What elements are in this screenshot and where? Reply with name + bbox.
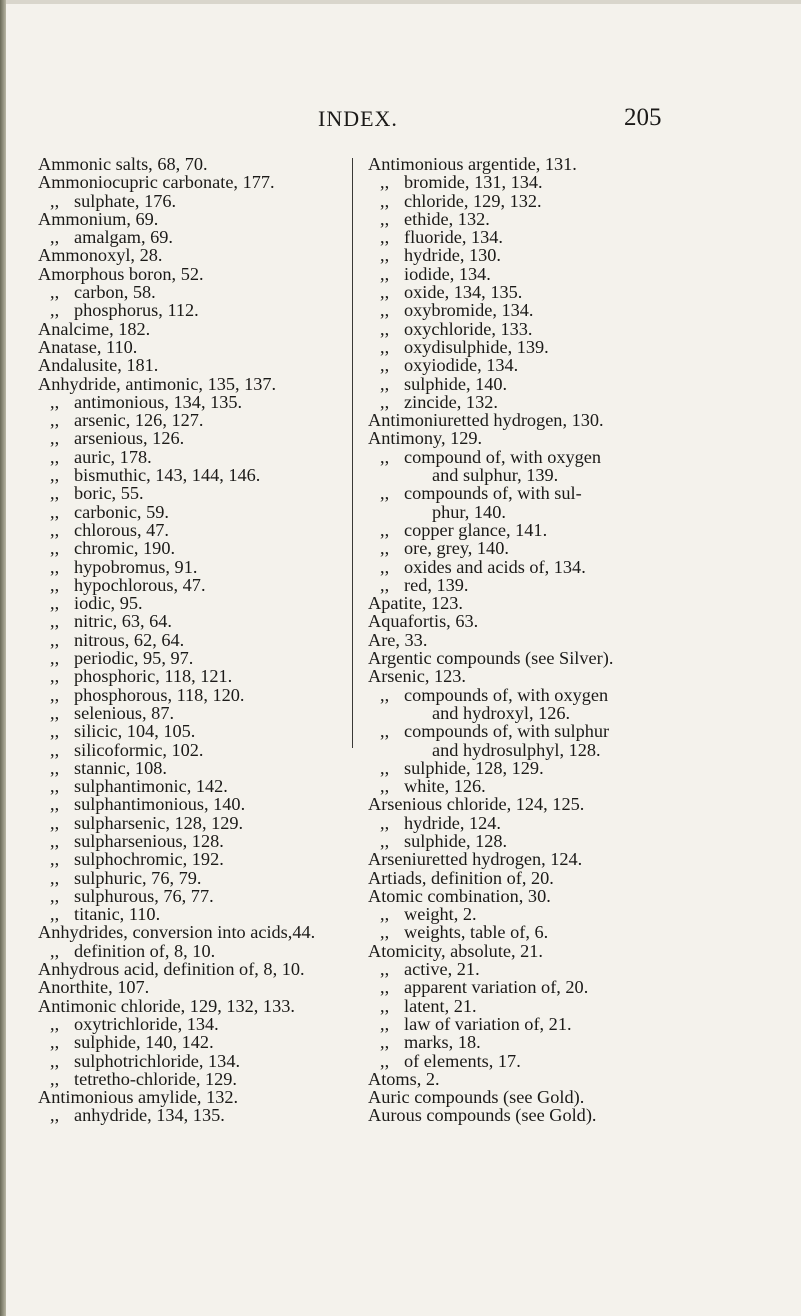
- index-subentry: [368, 320, 748, 338]
- index-entry-text: definition of, 8, 10.: [74, 940, 216, 961]
- ditto-mark: ,,: [50, 721, 60, 742]
- page-binding-edge: [0, 0, 6, 1316]
- index-subentry: [38, 484, 353, 502]
- index-subentry: [368, 192, 748, 210]
- ditto-mark: ,,: [380, 1013, 390, 1034]
- ditto-mark: ,,: [50, 519, 60, 540]
- index-entry-text: Arseniuretted hydrogen, 124.: [368, 849, 583, 870]
- ditto-mark: ,,: [50, 538, 60, 559]
- index-entry-text: phosphorous, 118, 120.: [74, 684, 245, 705]
- index-subentry: [38, 686, 353, 704]
- index-entry-text: Ammoniocupric carbonate, 177.: [38, 172, 275, 193]
- index-entry: [368, 411, 748, 429]
- index-subentry: [368, 338, 748, 356]
- index-subentry: [38, 1015, 353, 1033]
- ditto-mark: ,,: [50, 465, 60, 486]
- index-subentry: [368, 521, 748, 539]
- index-subentry: [368, 978, 748, 996]
- ditto-mark: ,,: [380, 245, 390, 266]
- index-subentry: [368, 393, 748, 411]
- index-subentry: [38, 393, 353, 411]
- index-entry-text: weight, 2.: [404, 904, 477, 925]
- index-entry-text: iodic, 95.: [74, 593, 143, 614]
- index-entry-text: white, 126.: [404, 776, 486, 797]
- index-entry-text: and hydrosulphyl, 128.: [432, 739, 601, 760]
- index-subentry: [38, 667, 353, 685]
- index-subentry: [38, 1070, 353, 1088]
- ditto-mark: ,,: [50, 428, 60, 449]
- index-subentry: [368, 484, 748, 502]
- ditto-mark: ,,: [50, 812, 60, 833]
- index-entry-text: Antimonious amylide, 132.: [38, 1087, 239, 1108]
- index-subentry: [38, 466, 353, 484]
- ditto-mark: ,,: [380, 776, 390, 797]
- index-continuation: [368, 741, 748, 759]
- index-subentry: [38, 905, 353, 923]
- ditto-mark: ,,: [50, 593, 60, 614]
- index-subentry: [38, 741, 353, 759]
- index-entry-text: sulphide, 140.: [404, 373, 508, 394]
- index-subentry: [368, 246, 748, 264]
- index-entry-text: hypobromus, 91.: [74, 556, 198, 577]
- ditto-mark: ,,: [380, 1050, 390, 1071]
- ditto-mark: ,,: [380, 208, 390, 229]
- index-entry-text: chloride, 129, 132.: [404, 190, 542, 211]
- index-entry-text: Are, 33.: [368, 629, 428, 650]
- index-subentry: [368, 686, 748, 704]
- index-entry: [368, 1106, 748, 1124]
- index-subentry: [38, 411, 353, 429]
- ditto-mark: ,,: [380, 227, 390, 248]
- index-entry-text: fluoride, 134.: [404, 227, 504, 248]
- index-subentry: [368, 356, 748, 374]
- ditto-mark: ,,: [50, 757, 60, 778]
- ditto-mark: ,,: [50, 702, 60, 723]
- index-subentry: [368, 539, 748, 557]
- index-entry-text: sulphochromic, 192.: [74, 849, 224, 870]
- index-entry: [38, 338, 353, 356]
- index-entry-text: and sulphur, 139.: [432, 465, 559, 486]
- index-entry-text: sulphurous, 76, 77.: [74, 885, 214, 906]
- index-entry-text: silicic, 104, 105.: [74, 721, 196, 742]
- index-entry: [368, 869, 748, 887]
- ditto-mark: ,,: [50, 629, 60, 650]
- index-entry-text: Antimonic chloride, 129, 132, 133.: [38, 995, 295, 1016]
- index-entry-text: chromic, 190.: [74, 538, 176, 559]
- index-entry-text: carbon, 58.: [74, 282, 156, 303]
- index-entry-text: amalgam, 69.: [74, 227, 173, 248]
- index-entry-text: hydride, 130.: [404, 245, 501, 266]
- index-entry: [368, 649, 748, 667]
- index-subentry: [38, 887, 353, 905]
- ditto-mark: ,,: [380, 757, 390, 778]
- index-subentry: [368, 997, 748, 1015]
- index-entry-text: Arsenic, 123.: [368, 666, 466, 687]
- index-entry-text: compound of, with oxygen: [404, 446, 602, 467]
- index-entry: [368, 155, 748, 173]
- index-entry-text: ethide, 132.: [404, 208, 490, 229]
- ditto-mark: ,,: [50, 227, 60, 248]
- index-subentry: [38, 850, 353, 868]
- index-entry-text: oxytrichloride, 134.: [74, 1013, 219, 1034]
- index-subentry: [38, 283, 353, 301]
- ditto-mark: ,,: [50, 446, 60, 467]
- index-entry-text: Anhydride, antimonic, 135, 137.: [38, 373, 277, 394]
- index-entry-text: hydride, 124.: [404, 812, 501, 833]
- ditto-mark: ,,: [380, 300, 390, 321]
- index-subentry: [38, 576, 353, 594]
- index-entry-text: latent, 21.: [404, 995, 477, 1016]
- index-entry: [368, 887, 748, 905]
- index-subentry: [38, 1052, 353, 1070]
- index-subentry: [38, 649, 353, 667]
- index-entry: [368, 850, 748, 868]
- ditto-mark: ,,: [380, 904, 390, 925]
- ditto-mark: ,,: [380, 446, 390, 467]
- index-entry-text: Apatite, 123.: [368, 593, 463, 614]
- index-continuation: [368, 466, 748, 484]
- ditto-mark: ,,: [50, 904, 60, 925]
- index-subentry: [368, 905, 748, 923]
- index-entry-text: Antimony, 129.: [368, 428, 483, 449]
- ditto-mark: ,,: [380, 172, 390, 193]
- index-entry-text: compounds of, with oxygen: [404, 684, 609, 705]
- index-entry-text: hypochlorous, 47.: [74, 574, 206, 595]
- index-entry-text: phur, 140.: [432, 501, 506, 522]
- ditto-mark: ,,: [50, 300, 60, 321]
- index-subentry: [368, 265, 748, 283]
- index-entry-text: Analcime, 182.: [38, 318, 151, 339]
- index-continuation: [368, 704, 748, 722]
- index-entry-text: oxide, 134, 135.: [404, 282, 523, 303]
- index-entry-text: sulpharsenic, 128, 129.: [74, 812, 244, 833]
- index-subentry: [38, 594, 353, 612]
- index-entry-text: oxides and acids of, 134.: [404, 556, 586, 577]
- ditto-mark: ,,: [50, 574, 60, 595]
- index-entry-text: Antimoniuretted hydrogen, 130.: [368, 410, 604, 431]
- index-entry-text: chlorous, 47.: [74, 519, 169, 540]
- index-subentry: [38, 722, 353, 740]
- ditto-mark: ,,: [50, 1105, 60, 1126]
- index-entry: [368, 594, 748, 612]
- index-subentry: [368, 960, 748, 978]
- ditto-mark: ,,: [380, 263, 390, 284]
- ditto-mark: ,,: [380, 959, 390, 980]
- column-divider: [352, 158, 353, 748]
- index-entry-text: red, 139.: [404, 574, 469, 595]
- ditto-mark: ,,: [50, 867, 60, 888]
- page-top-edge: [0, 0, 801, 4]
- index-entry: [38, 155, 353, 173]
- page-header: [0, 100, 801, 140]
- index-entry-text: Atomic combination, 30.: [368, 885, 551, 906]
- index-subentry: [38, 1033, 353, 1051]
- index-entry-text: phosphorus, 112.: [74, 300, 199, 321]
- ditto-mark: ,,: [50, 794, 60, 815]
- index-subentry: [38, 192, 353, 210]
- index-subentry: [38, 521, 353, 539]
- index-entry-text: antimonious, 134, 135.: [74, 391, 243, 412]
- index-entry: [368, 942, 748, 960]
- index-entry-text: Antimonious argentide, 131.: [368, 154, 577, 174]
- index-entry-text: copper glance, 141.: [404, 519, 548, 540]
- index-subentry: [368, 1033, 748, 1051]
- index-entry-text: bismuthic, 143, 144, 146.: [74, 465, 261, 486]
- index-entry-text: nitrous, 62, 64.: [74, 629, 185, 650]
- index-entry-text: Anorthite, 107.: [38, 977, 150, 998]
- index-entry-text: arsenic, 126, 127.: [74, 410, 204, 431]
- index-subentry: [38, 228, 353, 246]
- index-entry-text: titanic, 110.: [74, 904, 161, 925]
- ditto-mark: ,,: [380, 483, 390, 504]
- index-subentry: [38, 631, 353, 649]
- index-entry-text: stannic, 108.: [74, 757, 167, 778]
- index-entry: [38, 997, 353, 1015]
- ditto-mark: ,,: [380, 830, 390, 851]
- index-entry-text: Amorphous boron, 52.: [38, 263, 204, 284]
- index-entry-text: sulphantimonious, 140.: [74, 794, 246, 815]
- index-entry-text: zincide, 132.: [404, 391, 498, 412]
- ditto-mark: ,,: [380, 684, 390, 705]
- index-entry: [38, 978, 353, 996]
- index-entry-text: sulphantimonic, 142.: [74, 776, 228, 797]
- index-entry-text: Arsenious chloride, 124, 125.: [368, 794, 585, 815]
- ditto-mark: ,,: [50, 776, 60, 797]
- index-subentry: [368, 832, 748, 850]
- ditto-mark: ,,: [50, 684, 60, 705]
- ditto-mark: ,,: [50, 666, 60, 687]
- index-subentry: [38, 558, 353, 576]
- ditto-mark: ,,: [50, 1013, 60, 1034]
- index-entry-text: of elements, 17.: [404, 1050, 521, 1071]
- index-subentry: [38, 759, 353, 777]
- ditto-mark: ,,: [50, 501, 60, 522]
- index-subentry: [368, 1015, 748, 1033]
- index-entry-text: sulphide, 128, 129.: [404, 757, 544, 778]
- index-subentry: [38, 503, 353, 521]
- page-number: 205: [624, 104, 662, 131]
- index-entry: [38, 923, 353, 941]
- ditto-mark: ,,: [380, 355, 390, 376]
- index-entry-text: Atoms, 2.: [368, 1068, 440, 1089]
- ditto-mark: ,,: [50, 885, 60, 906]
- index-entry-text: oxydisulphide, 139.: [404, 336, 549, 357]
- index-subentry: [368, 923, 748, 941]
- index-entry: [38, 210, 353, 228]
- ditto-mark: ,,: [380, 538, 390, 559]
- index-entry: [38, 173, 353, 191]
- ditto-mark: ,,: [50, 739, 60, 760]
- index-subentry: [38, 832, 353, 850]
- index-subentry: [368, 759, 748, 777]
- index-column-right: [368, 155, 748, 1125]
- index-subentry: [38, 704, 353, 722]
- index-entry-text: sulpharsenious, 128.: [74, 830, 224, 851]
- index-entry: [38, 960, 353, 978]
- index-subentry: [368, 228, 748, 246]
- ditto-mark: ,,: [380, 1032, 390, 1053]
- index-subentry: [368, 375, 748, 393]
- index-entry-text: sulphuric, 76, 79.: [74, 867, 202, 888]
- index-entry-text: selenious, 87.: [74, 702, 175, 723]
- index-subentry: [368, 777, 748, 795]
- index-continuation: [368, 503, 748, 521]
- index-entry-text: Argentic compounds (see Silver).: [368, 648, 614, 669]
- index-subentry: [38, 448, 353, 466]
- ditto-mark: ,,: [380, 721, 390, 742]
- index-entry-text: arsenious, 126.: [74, 428, 185, 449]
- ditto-mark: ,,: [380, 556, 390, 577]
- index-entry: [368, 795, 748, 813]
- index-subentry: [368, 814, 748, 832]
- page-title: INDEX.: [318, 106, 398, 131]
- index-entry-text: Ammonium, 69.: [38, 208, 159, 229]
- ditto-mark: ,,: [380, 282, 390, 303]
- index-entry: [368, 1070, 748, 1088]
- ditto-mark: ,,: [380, 190, 390, 211]
- index-entry-text: periodic, 95, 97.: [74, 648, 194, 669]
- index-entry-text: Atomicity, absolute, 21.: [368, 940, 544, 961]
- index-entry-text: ore, grey, 140.: [404, 538, 509, 559]
- index-entry-text: Aquafortis, 63.: [368, 611, 479, 632]
- index-entry-text: and hydroxyl, 126.: [432, 702, 571, 723]
- index-subentry: [368, 210, 748, 228]
- ditto-mark: ,,: [50, 830, 60, 851]
- index-entry: [38, 375, 353, 393]
- index-entry-text: law of variation of, 21.: [404, 1013, 572, 1034]
- index-entry-text: compounds of, with sulphur: [404, 721, 610, 742]
- ditto-mark: ,,: [380, 318, 390, 339]
- index-subentry: [38, 429, 353, 447]
- index-entry-text: silicoformic, 102.: [74, 739, 204, 760]
- ditto-mark: ,,: [50, 190, 60, 211]
- index-entry-text: marks, 18.: [404, 1032, 481, 1053]
- index-entry-text: apparent variation of, 20.: [404, 977, 589, 998]
- ditto-mark: ,,: [380, 336, 390, 357]
- index-entry-text: carbonic, 59.: [74, 501, 169, 522]
- index-subentry: [368, 1052, 748, 1070]
- index-entry: [368, 429, 748, 447]
- ditto-mark: ,,: [380, 995, 390, 1016]
- index-entry-text: Anhydrides, conversion into acids,44.: [38, 922, 316, 943]
- index-entry: [38, 246, 353, 264]
- index-entry-text: Andalusite, 181.: [38, 355, 159, 376]
- ditto-mark: ,,: [380, 574, 390, 595]
- index-subentry: [368, 283, 748, 301]
- index-entry-text: compounds of, with sul-: [404, 483, 582, 504]
- index-subentry: [38, 942, 353, 960]
- ditto-mark: ,,: [50, 611, 60, 632]
- index-entry-text: Ammonic salts, 68, 70.: [38, 154, 208, 174]
- index-subentry: [38, 301, 353, 319]
- index-entry-text: active, 21.: [404, 959, 480, 980]
- index-entry-text: phosphoric, 118, 121.: [74, 666, 233, 687]
- index-entry-text: sulphate, 176.: [74, 190, 177, 211]
- index-subentry: [368, 576, 748, 594]
- index-entry-text: oxychloride, 133.: [404, 318, 533, 339]
- index-entry: [368, 631, 748, 649]
- index-entry: [38, 320, 353, 338]
- ditto-mark: ,,: [380, 373, 390, 394]
- index-subentry: [38, 814, 353, 832]
- index-entry-text: Anhydrous acid, definition of, 8, 10.: [38, 959, 305, 980]
- index-subentry: [368, 558, 748, 576]
- index-subentry: [368, 301, 748, 319]
- index-column-left: [38, 155, 353, 1125]
- ditto-mark: ,,: [50, 648, 60, 669]
- index-entry: [368, 1088, 748, 1106]
- index-subentry: [38, 795, 353, 813]
- index-entry-text: oxybromide, 134.: [404, 300, 534, 321]
- index-subentry: [38, 1106, 353, 1124]
- index-entry-text: Artiads, definition of, 20.: [368, 867, 554, 888]
- ditto-mark: ,,: [380, 391, 390, 412]
- ditto-mark: ,,: [50, 410, 60, 431]
- index-entry-text: nitric, 63, 64.: [74, 611, 172, 632]
- index-subentry: [38, 612, 353, 630]
- ditto-mark: ,,: [380, 519, 390, 540]
- ditto-mark: ,,: [50, 940, 60, 961]
- index-subentry: [38, 777, 353, 795]
- index-entry: [38, 1088, 353, 1106]
- index-entry-text: sulphide, 140, 142.: [74, 1032, 214, 1053]
- index-entry-text: boric, 55.: [74, 483, 144, 504]
- index-entry-text: anhydride, 134, 135.: [74, 1105, 225, 1126]
- ditto-mark: ,,: [380, 922, 390, 943]
- index-entry: [38, 356, 353, 374]
- index-subentry: [368, 173, 748, 191]
- ditto-mark: ,,: [50, 556, 60, 577]
- index-entry-text: Anatase, 110.: [38, 336, 138, 357]
- index-entry-text: bromide, 131, 134.: [404, 172, 543, 193]
- index-entry: [38, 265, 353, 283]
- ditto-mark: ,,: [50, 483, 60, 504]
- index-subentry: [38, 869, 353, 887]
- index-entry-text: sulphide, 128.: [404, 830, 508, 851]
- ditto-mark: ,,: [50, 1032, 60, 1053]
- index-entry: [368, 612, 748, 630]
- index-entry-text: Ammonoxyl, 28.: [38, 245, 163, 266]
- index-subentry: [368, 448, 748, 466]
- index-entry-text: Aurous compounds (see Gold).: [368, 1105, 597, 1126]
- index-subentry: [368, 722, 748, 740]
- ditto-mark: ,,: [50, 1068, 60, 1089]
- ditto-mark: ,,: [50, 1050, 60, 1071]
- ditto-mark: ,,: [50, 849, 60, 870]
- index-entry: [368, 667, 748, 685]
- ditto-mark: ,,: [380, 977, 390, 998]
- index-entry-text: weights, table of, 6.: [404, 922, 549, 943]
- ditto-mark: ,,: [50, 391, 60, 412]
- index-entry-text: Auric compounds (see Gold).: [368, 1087, 585, 1108]
- index-subentry: [38, 539, 353, 557]
- ditto-mark: ,,: [50, 282, 60, 303]
- index-entry-text: auric, 178.: [74, 446, 152, 467]
- index-entry-text: iodide, 134.: [404, 263, 491, 284]
- index-entry-text: oxyiodide, 134.: [404, 355, 519, 376]
- ditto-mark: ,,: [380, 812, 390, 833]
- index-entry-text: tetretho-chloride, 129.: [74, 1068, 237, 1089]
- index-entry-text: sulphotrichloride, 134.: [74, 1050, 241, 1071]
